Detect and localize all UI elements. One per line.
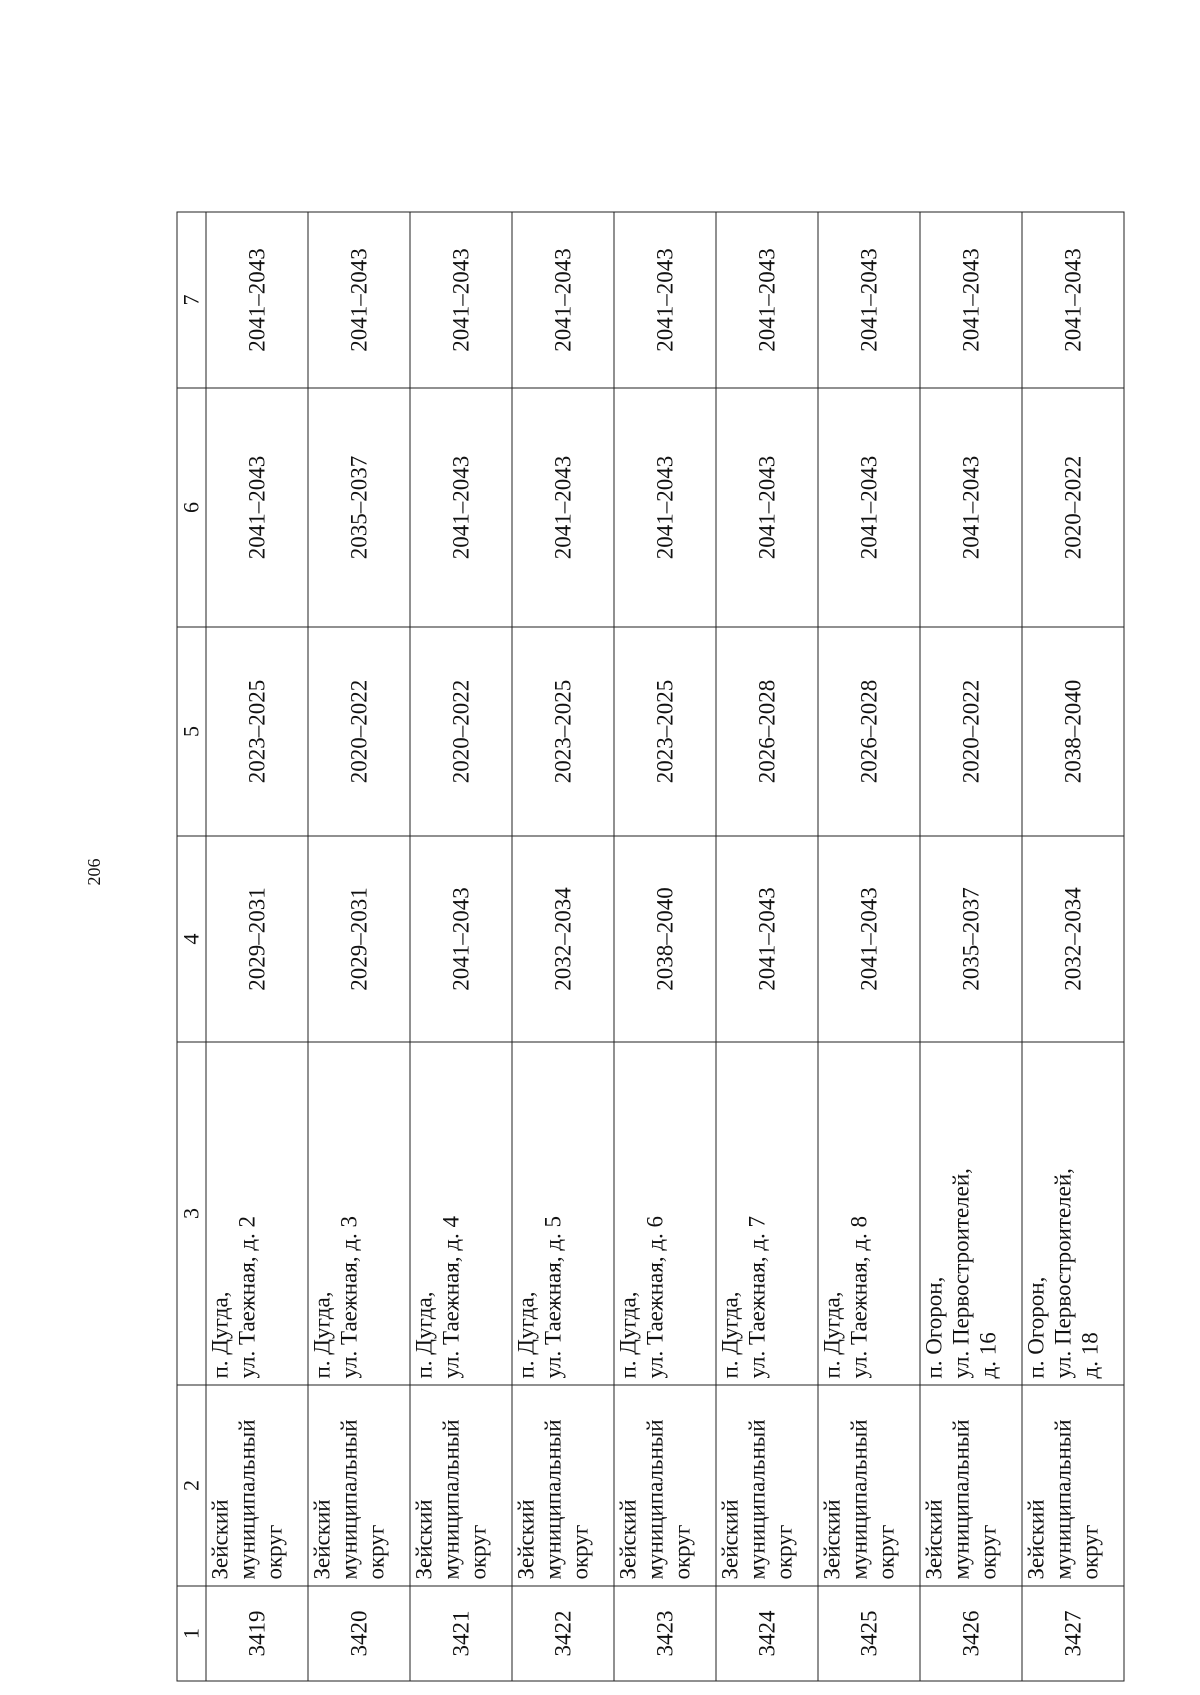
address-cell xyxy=(716,1042,818,1385)
table-row xyxy=(716,212,818,1681)
column-header: 7 xyxy=(177,212,206,388)
period-7-cell: 2041–2043 xyxy=(206,212,308,388)
district-line: округ xyxy=(771,1524,796,1580)
address-line: д. 18 xyxy=(1077,1332,1102,1379)
address-line: ул. Первостроителей, xyxy=(948,1168,973,1379)
row-number: 3425 xyxy=(818,1586,920,1681)
address-line: п. Дугда, xyxy=(615,1291,640,1379)
address-line: п. Дугда, xyxy=(309,1291,334,1379)
period-6-cell: 2041–2043 xyxy=(614,388,716,627)
district-cell xyxy=(206,1385,308,1586)
period-5-cell: 2020–2022 xyxy=(920,627,1022,836)
address-line: п. Дугда, xyxy=(717,1291,742,1379)
address-line: п. Дугда, xyxy=(411,1291,436,1379)
district-line: округ xyxy=(465,1524,490,1580)
address-line: ул. Таежная, д. 6 xyxy=(642,1215,667,1379)
district-line: муниципальный xyxy=(948,1419,973,1580)
page-number: 206 xyxy=(84,858,104,886)
address-cell xyxy=(818,1042,920,1385)
period-6-cell: 2041–2043 xyxy=(512,388,614,627)
district-line: округ xyxy=(873,1524,898,1580)
period-4-cell: 2029–2031 xyxy=(206,836,308,1042)
period-7-cell: 2041–2043 xyxy=(920,212,1022,388)
period-6-cell: 2035–2037 xyxy=(308,388,410,627)
address-cell xyxy=(920,1042,1022,1385)
row-number: 3424 xyxy=(716,1586,818,1681)
address-line: п. Дугда, xyxy=(513,1291,538,1379)
period-7-cell: 2041–2043 xyxy=(512,212,614,388)
period-4-cell: 2041–2043 xyxy=(818,836,920,1042)
district-line: муниципальный xyxy=(336,1419,361,1580)
period-4-cell: 2029–2031 xyxy=(308,836,410,1042)
period-6-cell: 2041–2043 xyxy=(410,388,512,627)
district-line: округ xyxy=(975,1524,1000,1580)
column-header: 1 xyxy=(177,1586,206,1681)
district-line: муниципальный xyxy=(744,1419,769,1580)
period-6-cell: 2041–2043 xyxy=(920,388,1022,627)
period-4-cell: 2032–2034 xyxy=(1022,836,1124,1042)
header-row xyxy=(177,212,206,1681)
district-line: округ xyxy=(1077,1524,1102,1580)
district-line: округ xyxy=(363,1524,388,1580)
address-line: п. Дугда, xyxy=(819,1291,844,1379)
period-7-cell: 2041–2043 xyxy=(818,212,920,388)
address-cell xyxy=(512,1042,614,1385)
period-5-cell: 2020–2022 xyxy=(308,627,410,836)
table-row xyxy=(206,212,308,1681)
table-row xyxy=(410,212,512,1681)
column-header: 2 xyxy=(177,1385,206,1586)
district-line: муниципальный xyxy=(642,1419,667,1580)
address-line: ул. Первостроителей, xyxy=(1050,1168,1075,1379)
address-cell xyxy=(206,1042,308,1385)
period-5-cell: 2023–2025 xyxy=(512,627,614,836)
period-5-cell: 2038–2040 xyxy=(1022,627,1124,836)
address-line: ул. Таежная, д. 8 xyxy=(846,1215,871,1379)
period-7-cell: 2041–2043 xyxy=(308,212,410,388)
period-4-cell: 2041–2043 xyxy=(410,836,512,1042)
district-cell xyxy=(818,1385,920,1586)
period-6-cell: 2020–2022 xyxy=(1022,388,1124,627)
table-body xyxy=(206,212,1124,1681)
district-cell xyxy=(410,1385,512,1586)
district-line: муниципальный xyxy=(540,1419,565,1580)
district-line: муниципальный xyxy=(438,1419,463,1580)
period-7-cell: 2041–2043 xyxy=(1022,212,1124,388)
period-6-cell: 2041–2043 xyxy=(818,388,920,627)
district-line: Зейский xyxy=(1023,1499,1048,1580)
row-number: 3427 xyxy=(1022,1586,1124,1681)
district-line: округ xyxy=(567,1524,592,1580)
period-5-cell: 2026–2028 xyxy=(716,627,818,836)
column-header: 5 xyxy=(177,627,206,836)
district-line: Зейский xyxy=(921,1499,946,1580)
district-line: округ xyxy=(261,1524,286,1580)
table-row xyxy=(920,212,1022,1681)
district-line: Зейский xyxy=(207,1499,232,1580)
address-line: ул. Таежная, д. 2 xyxy=(234,1215,259,1379)
table-row xyxy=(512,212,614,1681)
period-6-cell: 2041–2043 xyxy=(206,388,308,627)
address-line: ул. Таежная, д. 4 xyxy=(438,1215,463,1379)
period-5-cell: 2020–2022 xyxy=(410,627,512,836)
district-line: муниципальный xyxy=(234,1419,259,1580)
table-row xyxy=(1022,212,1124,1681)
district-line: муниципальный xyxy=(1050,1419,1075,1580)
district-line: Зейский xyxy=(513,1499,538,1580)
address-line: п. Дугда, xyxy=(207,1291,232,1379)
address-line: п. Огорон, xyxy=(1023,1276,1048,1379)
row-number: 3421 xyxy=(410,1586,512,1681)
row-number: 3419 xyxy=(206,1586,308,1681)
address-cell xyxy=(614,1042,716,1385)
address-line: ул. Таежная, д. 5 xyxy=(540,1215,565,1379)
address-line: ул. Таежная, д. 7 xyxy=(744,1215,769,1379)
registry-table-container xyxy=(176,213,1124,1682)
district-cell xyxy=(512,1385,614,1586)
district-cell xyxy=(614,1385,716,1586)
period-7-cell: 2041–2043 xyxy=(716,212,818,388)
registry-table xyxy=(176,212,1124,1682)
period-5-cell: 2023–2025 xyxy=(206,627,308,836)
period-5-cell: 2023–2025 xyxy=(614,627,716,836)
address-cell xyxy=(308,1042,410,1385)
period-7-cell: 2041–2043 xyxy=(614,212,716,388)
column-header: 3 xyxy=(177,1042,206,1385)
row-number: 3422 xyxy=(512,1586,614,1681)
period-6-cell: 2041–2043 xyxy=(716,388,818,627)
district-cell xyxy=(1022,1385,1124,1586)
period-5-cell: 2026–2028 xyxy=(818,627,920,836)
period-4-cell: 2032–2034 xyxy=(512,836,614,1042)
district-cell xyxy=(308,1385,410,1586)
row-number: 3426 xyxy=(920,1586,1022,1681)
address-line: д. 16 xyxy=(975,1332,1000,1379)
district-line: округ xyxy=(669,1524,694,1580)
row-number: 3423 xyxy=(614,1586,716,1681)
address-cell xyxy=(1022,1042,1124,1385)
column-header: 4 xyxy=(177,836,206,1042)
period-4-cell: 2035–2037 xyxy=(920,836,1022,1042)
district-line: Зейский xyxy=(819,1499,844,1580)
address-cell xyxy=(410,1042,512,1385)
period-4-cell: 2041–2043 xyxy=(716,836,818,1042)
period-4-cell: 2038–2040 xyxy=(614,836,716,1042)
district-line: Зейский xyxy=(615,1499,640,1580)
table-row xyxy=(308,212,410,1681)
district-line: Зейский xyxy=(411,1499,436,1580)
row-number: 3420 xyxy=(308,1586,410,1681)
table-row xyxy=(614,212,716,1681)
address-line: п. Огорон, xyxy=(921,1276,946,1379)
district-line: муниципальный xyxy=(846,1419,871,1580)
district-line: Зейский xyxy=(717,1499,742,1580)
district-cell xyxy=(920,1385,1022,1586)
period-7-cell: 2041–2043 xyxy=(410,212,512,388)
district-line: Зейский xyxy=(309,1499,334,1580)
column-header: 6 xyxy=(177,388,206,627)
district-cell xyxy=(716,1385,818,1586)
address-line: ул. Таежная, д. 3 xyxy=(336,1215,361,1379)
table-row xyxy=(818,212,920,1681)
